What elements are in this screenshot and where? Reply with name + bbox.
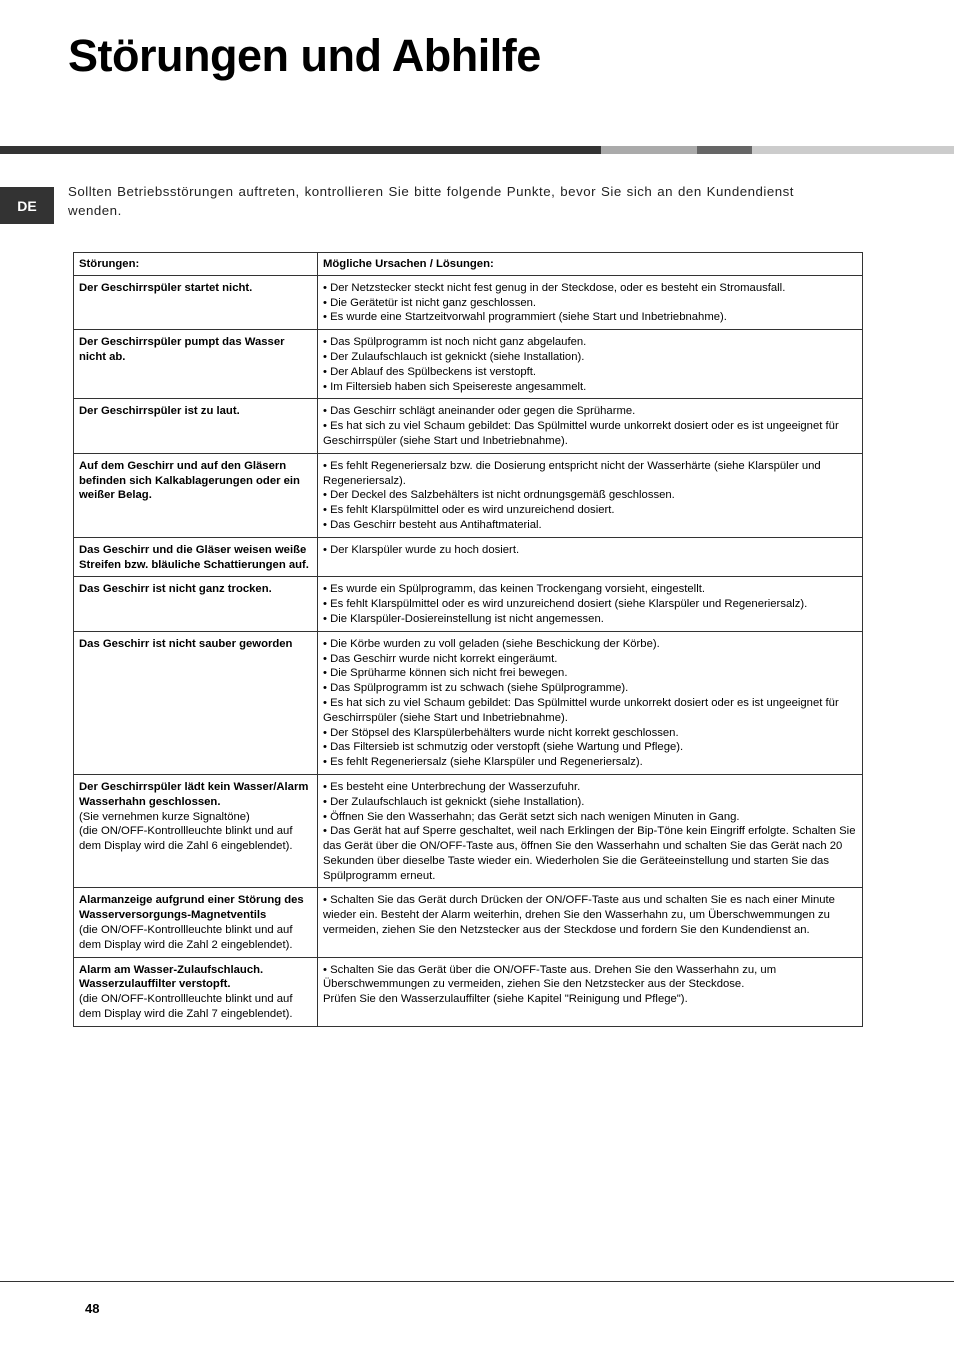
problem-cell [74,957,318,1026]
problem-text: Das Geschirr und die Gläser weisen weiße Streifen bzw. bläuliche Schattierungen auf. [79,543,309,571]
solution-item: Prüfen Sie den Wasserzulauffilter (siehe Kapitel "Reinigung und Pflege"). [323,993,688,1006]
problem-text: Der Geschirrspüler startet nicht. [79,281,253,294]
solution-item: • Es besteht eine Unterbrechung der Wasserzufuhr. [323,780,581,793]
solution-cell [318,453,863,537]
solution-cell [318,537,863,577]
troubleshooting-table [73,252,863,1027]
problem-cell [74,537,318,577]
problem-cell [74,275,318,329]
solution-cell [318,577,863,631]
solution-item: • Der Deckel des Salzbehälters ist nicht ordnungsgemäß geschlossen. [323,489,675,502]
solution-item: • Öffnen Sie den Wasserhahn; das Gerät setzt sich nach wenigen Minuten in Gang. [323,810,740,823]
problem-note: (Sie vernehmen kurze Signaltöne) [79,810,250,823]
header-bar-mid-segment [697,146,752,154]
solution-item: • Der Ablauf des Spülbeckens ist verstopft. [323,365,537,378]
solution-item: • Die Klarspüler-Dosiereinstellung ist nicht angemessen. [323,612,604,625]
problem-text: Alarm am Wasser-Zulaufschlauch. Wasserzulauffilter verstopft. [79,963,264,991]
solution-item: • Die Gerätetür ist nicht ganz geschlossen. [323,296,537,309]
solution-item: • Schalten Sie das Gerät durch Drücken der ON/OFF-Taste aus und schalten Sie es nach einer Minute wieder ein. Besteht der Alarm weiterhin, drehen Sie den Wasserhahn zu, um Überschwemmungen zu vermeiden, ziehen Sie den Netzstecker aus der Steckdose und fordern Sie den Kundendienst an. [323,894,835,937]
solution-item: • Das Gerät hat auf Sperre geschaltet, weil nach Erklingen der Bip-Töne kein Eingriff erfolgte. Schalten Sie das Gerät über die ON/OFF-Taste aus, öffnen Sie den Wasserhahn und schalten Sie das Gerät nach 20 Sekunden über dieselbe Taste wieder ein. Wiederholen Sie die Geräteeinstellung und starten Sie das Spülprogramm erneut. [323,825,856,882]
solution-item: • Es wurde ein Spülprogramm, das keinen Trockengang vorsieht, eingestellt. [323,583,705,596]
problem-cell [74,330,318,399]
solution-item: • Das Geschirr schlägt aneinander oder gegen die Sprüharme. [323,405,636,418]
problem-cell [74,888,318,957]
table-body [74,275,863,1026]
problem-note: (die ON/OFF-Kontrollleuchte blinkt und auf dem Display wird die Zahl 6 eingeblendet). [79,825,293,853]
solution-item: • Der Netzstecker steckt nicht fest genug in der Steckdose, oder es besteht ein Stromausfall. [323,281,786,294]
solution-cell [318,957,863,1026]
solution-cell [318,888,863,957]
solution-cell [318,774,863,888]
solution-item: • Das Geschirr wurde nicht korrekt eingeräumt. [323,652,558,665]
solution-item: • Die Sprüharme können sich nicht frei bewegen. [323,667,568,680]
page-number: 48 [85,1301,100,1316]
header-bar-light-segment [601,146,697,154]
table-row [74,774,863,888]
problem-text: Auf dem Geschirr und auf den Gläsern befinden sich Kalkablagerungen oder ein weißer Belag. [79,459,300,502]
solution-item: • Das Spülprogramm ist noch nicht ganz abgelaufen. [323,336,587,349]
footer-rule [0,1281,954,1282]
table-row [74,275,863,329]
table-row [74,399,863,453]
solution-item: • Das Filtersieb ist schmutzig oder verstopft (siehe Wartung und Pflege). [323,741,684,754]
intro-paragraph: Sollten Betriebsstörungen auftreten, kontrollieren Sie bitte folgende Punkte, bevor Sie sich an den Kundendienst wenden. [68,184,794,218]
solution-item: • Der Klarspüler wurde zu hoch dosiert. [323,543,520,556]
page-title: Störungen und Abhilfe [68,30,541,81]
column-header-solution: Mögliche Ursachen / Lösungen: [318,253,863,276]
solution-item: • Das Spülprogramm ist zu schwach (siehe Spülprogramme). [323,682,629,695]
problem-cell [74,774,318,888]
problem-text: Alarmanzeige aufgrund einer Störung des Wasserversorgungs-Magnetventils [79,894,304,922]
problem-text: Das Geschirr ist nicht sauber geworden [79,637,293,650]
problem-text: Der Geschirrspüler lädt kein Wasser/Alarm Wasserhahn geschlossen. [79,780,309,808]
problem-note: (die ON/OFF-Kontrollleuchte blinkt und auf dem Display wird die Zahl 7 eingeblendet). [79,993,293,1021]
table-header-row [74,253,863,276]
problem-cell [74,631,318,774]
solution-item: • Die Körbe wurden zu voll geladen (siehe Beschickung der Körbe). [323,637,660,650]
table-row [74,888,863,957]
table-row [74,330,863,399]
problem-note: (die ON/OFF-Kontrollleuchte blinkt und auf dem Display wird die Zahl 2 eingeblendet). [79,924,293,951]
solution-item: • Es fehlt Regeneriersalz (siehe Klarspüler und Regeneriersalz). [323,756,643,769]
column-header-problem: Störungen: [74,253,318,276]
solution-item: • Es fehlt Klarspülmittel oder es wird unzureichend dosiert. [323,504,615,517]
solution-item: • Im Filtersieb haben sich Speisereste angesammelt. [323,380,587,393]
solution-item: • Es wurde eine Startzeitvorwahl programmiert (siehe Start und Inbetriebnahme). [323,311,727,324]
solution-cell [318,399,863,453]
header-bar-pale-segment [752,146,954,154]
problem-text: Das Geschirr ist nicht ganz trocken. [79,583,272,596]
table-row [74,577,863,631]
table-row [74,537,863,577]
solution-item: • Der Zulaufschlauch ist geknickt (siehe Installation). [323,350,585,363]
solution-item: • Der Stöpsel des Klarspülerbehälters wurde nicht korrekt geschlossen. [323,726,679,739]
table-row [74,957,863,1026]
solution-item: • Es hat sich zu viel Schaum gebildet: Das Spülmittel wurde unkorrekt dosiert oder es ist ungeeignet für Geschirrspüler (siehe Start und Inbetriebnahme). [323,420,839,447]
language-tab: DE [0,187,54,224]
problem-text: Der Geschirrspüler pumpt das Wasser nicht ab. [79,336,285,363]
solution-cell [318,275,863,329]
solution-cell [318,330,863,399]
table-row [74,453,863,537]
table-row [74,631,863,774]
problem-cell [74,577,318,631]
solution-item: • Das Geschirr besteht aus Antihaftmaterial. [323,518,542,531]
solution-item: • Es hat sich zu viel Schaum gebildet: Das Spülmittel wurde unkorrekt dosiert oder es ist ungeeignet für Geschirrspüler (siehe Start und Inbetriebnahme). [323,696,839,724]
solution-item: • Es fehlt Regeneriersalz bzw. die Dosierung entspricht nicht der Wasserhärte (siehe Klarspüler und Regeneriersalz). [323,459,821,487]
solution-cell [318,631,863,774]
problem-text: Der Geschirrspüler ist zu laut. [79,405,240,418]
solution-item: • Der Zulaufschlauch ist geknickt (siehe Installation). [323,795,585,808]
solution-item: • Es fehlt Klarspülmittel oder es wird unzureichend dosiert (siehe Klarspüler und Regeneriersalz). [323,598,808,611]
problem-cell [74,399,318,453]
problem-cell [74,453,318,537]
solution-item: • Schalten Sie das Gerät über die ON/OFF-Taste aus. Drehen Sie den Wasserhahn zu, um Überschwemmungen zu vermeiden, ziehen Sie den Netzstecker aus der Steckdose. [323,963,777,991]
header-bar-dark-segment [0,146,601,154]
